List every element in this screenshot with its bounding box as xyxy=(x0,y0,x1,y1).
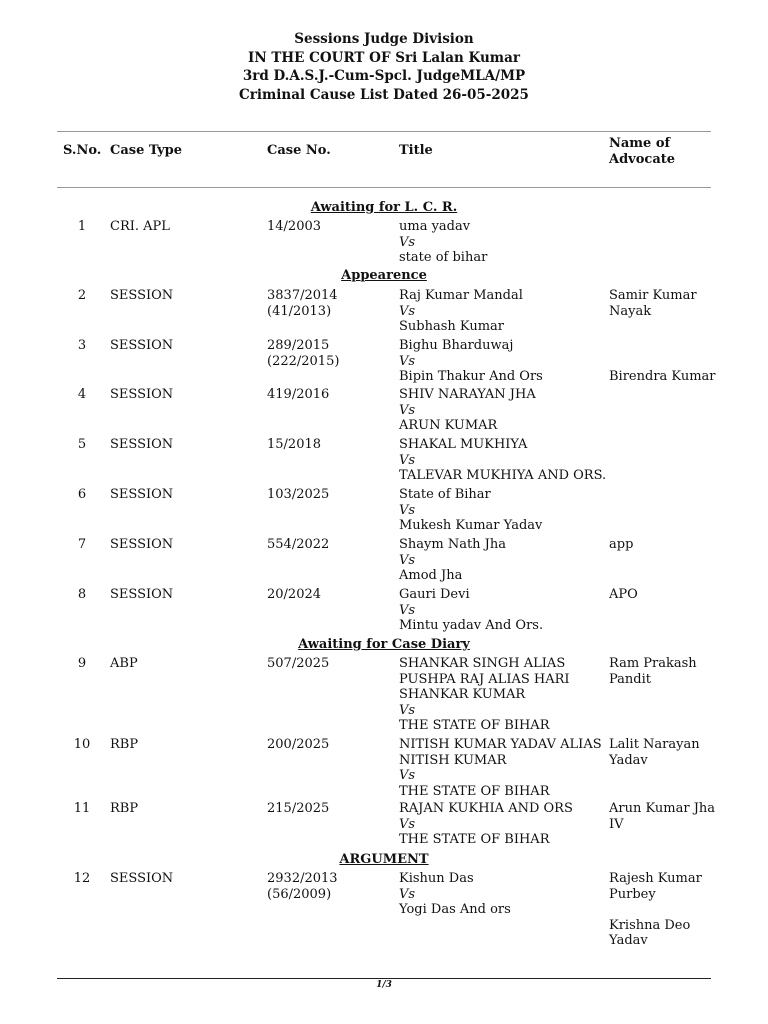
header-bottom-rule xyxy=(57,187,711,188)
case-title xyxy=(399,487,542,534)
case-type: SESSION xyxy=(110,437,174,452)
petitioner-name: uma yadav xyxy=(399,219,471,234)
advocate-name xyxy=(609,537,633,553)
case-number-line: 3837/2014 xyxy=(267,288,338,303)
petitioner-name: Shaym Nath Jha xyxy=(399,537,507,552)
advocate-name-line xyxy=(609,338,716,354)
respondent-name: Mukesh Kumar Yadav xyxy=(399,518,543,533)
advocate-name-line: Arun Kumar Jha xyxy=(609,801,716,816)
case-number xyxy=(267,801,329,817)
case-type: SESSION xyxy=(110,587,174,602)
advocate-name-line xyxy=(609,354,716,370)
document-header xyxy=(0,30,768,104)
petitioner-name: NITISH KUMAR YADAV ALIAS xyxy=(399,737,602,752)
respondent-name: TALEVAR MUKHIYA AND ORS. xyxy=(399,468,607,483)
petitioner-name: RAJAN KUKHIA AND ORS xyxy=(399,801,573,816)
col-header-title: Title xyxy=(399,143,433,158)
case-type: SESSION xyxy=(110,537,174,552)
case-number xyxy=(267,487,329,503)
case-number xyxy=(267,338,339,369)
case-number xyxy=(267,437,321,453)
serial-number: 7 xyxy=(77,537,87,552)
versus-label: Vs xyxy=(399,234,416,250)
case-number-line: 419/2016 xyxy=(267,387,330,402)
court-name: IN THE COURT OF Sri Lalan Kumar xyxy=(248,49,520,66)
respondent-name: Mintu yadav And Ors. xyxy=(399,618,544,633)
versus-label: Vs xyxy=(399,602,416,618)
serial-number: 8 xyxy=(77,587,87,602)
advocate-name xyxy=(609,801,715,832)
respondent-name: state of bihar xyxy=(399,250,488,265)
advocate-name xyxy=(609,288,697,319)
advocate-name xyxy=(609,338,716,385)
versus-label: Vs xyxy=(399,702,416,718)
respondent-name: THE STATE OF BIHAR xyxy=(399,832,550,847)
petitioner-name: PUSHPA RAJ ALIAS HARI xyxy=(399,671,570,687)
serial-number: 3 xyxy=(77,338,87,353)
versus-label: Vs xyxy=(399,552,416,568)
case-number-line: 2932/2013 xyxy=(267,871,338,886)
advocate-name-line xyxy=(609,902,702,918)
case-type: SESSION xyxy=(110,288,174,303)
page-number: 1/3 xyxy=(376,980,392,990)
case-type: CRI. APL xyxy=(110,219,170,234)
advocate-name-line: Rajesh Kumar xyxy=(609,871,702,886)
case-type: RBP xyxy=(110,801,139,816)
case-number-line: 507/2025 xyxy=(267,656,330,671)
respondent-name: Subhash Kumar xyxy=(399,319,504,334)
case-number xyxy=(267,656,329,672)
section-heading: Awaiting for Case Diary xyxy=(298,637,470,652)
case-number xyxy=(267,219,321,235)
serial-number: 10 xyxy=(73,737,91,752)
petitioner-name: SHANKAR SINGH ALIAS xyxy=(399,656,566,671)
advocate-name-line: IV xyxy=(609,816,624,832)
petitioner-name: Kishun Das xyxy=(399,871,474,886)
header-top-rule xyxy=(57,131,711,132)
case-title xyxy=(399,437,606,484)
versus-label: Vs xyxy=(399,502,416,518)
case-number-line: (56/2009) xyxy=(267,886,332,902)
advocate-name-line: Yadav xyxy=(609,752,648,768)
case-type: RBP xyxy=(110,737,139,752)
advocate-name-line: Lalit Narayan xyxy=(609,737,700,752)
versus-label: Vs xyxy=(399,353,416,369)
case-title xyxy=(399,288,523,335)
serial-number: 9 xyxy=(77,656,87,671)
case-number-line: 14/2003 xyxy=(267,219,322,234)
case-number xyxy=(267,587,321,603)
advocate-name-line: Yadav xyxy=(609,933,648,948)
advocate-name-line: Birendra Kumar xyxy=(609,369,716,384)
case-number-line: 200/2025 xyxy=(267,737,330,752)
case-title xyxy=(399,871,511,918)
case-number-line: 554/2022 xyxy=(267,537,330,552)
case-title xyxy=(399,338,543,385)
case-title xyxy=(399,801,573,848)
case-number-line: 215/2025 xyxy=(267,801,330,816)
cause-list-date: Criminal Cause List Dated 26-05-2025 xyxy=(239,86,529,103)
division-title: Sessions Judge Division xyxy=(294,31,474,47)
case-title xyxy=(399,587,543,634)
case-number-line: 15/2018 xyxy=(267,437,322,452)
case-number xyxy=(267,871,338,902)
case-type: SESSION xyxy=(110,387,174,402)
serial-number: 6 xyxy=(77,487,87,502)
serial-number: 12 xyxy=(73,871,91,886)
advocate-name xyxy=(609,587,638,603)
case-number xyxy=(267,737,329,753)
respondent-name: Bipin Thakur And Ors xyxy=(399,369,543,384)
col-header-advocate-line1: Name of xyxy=(609,136,671,151)
respondent-name: THE STATE OF BIHAR xyxy=(399,783,550,799)
case-type: SESSION xyxy=(110,871,174,886)
case-number xyxy=(267,537,329,553)
respondent-name: Amod Jha xyxy=(399,568,463,583)
advocate-name-line: Ram Prakash xyxy=(609,656,697,671)
petitioner-name: Bighu Bharduwaj xyxy=(399,338,514,353)
case-title xyxy=(399,656,570,734)
advocate-name-line: APO xyxy=(609,587,638,602)
advocate-name-line: Samir Kumar xyxy=(609,288,697,303)
case-number xyxy=(267,288,338,319)
case-title xyxy=(399,537,506,584)
section-heading: Awaiting for L. C. R. xyxy=(310,200,458,215)
serial-number: 11 xyxy=(73,801,91,816)
advocate-name-line: Nayak xyxy=(609,303,652,319)
col-header-case-no: Case No. xyxy=(267,143,331,158)
case-number-line: (222/2015) xyxy=(267,353,340,369)
case-number xyxy=(267,387,329,403)
respondent-name: Yogi Das And ors xyxy=(399,902,511,917)
case-type: SESSION xyxy=(110,487,174,502)
case-title xyxy=(399,737,602,799)
petitioner-name: SHANKAR KUMAR xyxy=(399,687,526,702)
versus-label: Vs xyxy=(399,402,416,418)
col-header-case-type: Case Type xyxy=(110,143,183,158)
petitioner-name: Raj Kumar Mandal xyxy=(399,288,523,303)
versus-label: Vs xyxy=(399,452,416,468)
case-number-line: 20/2024 xyxy=(267,587,322,602)
advocate-name-line: Purbey xyxy=(609,886,656,902)
case-number-line: 289/2015 xyxy=(267,338,330,353)
case-type: ABP xyxy=(110,656,138,671)
petitioner-name: NITISH KUMAR xyxy=(399,752,507,768)
respondent-name: ARUN KUMAR xyxy=(399,418,498,433)
advocate-name-line: app xyxy=(609,537,634,552)
petitioner-name: Gauri Devi xyxy=(399,587,470,602)
advocate-name xyxy=(609,656,697,687)
respondent-name: THE STATE OF BIHAR xyxy=(399,718,550,733)
serial-number: 4 xyxy=(77,387,87,402)
col-header-advocate xyxy=(609,136,675,167)
advocate-name xyxy=(609,737,700,768)
serial-number: 5 xyxy=(77,437,87,452)
section-heading: Appearence xyxy=(341,268,427,283)
advocate-name xyxy=(609,871,702,949)
petitioner-name: State of Bihar xyxy=(399,487,491,502)
case-number-line: 103/2025 xyxy=(267,487,330,502)
section-heading: ARGUMENT xyxy=(339,852,429,867)
advocate-name-line: Krishna Deo xyxy=(609,917,691,933)
serial-number: 1 xyxy=(77,219,87,234)
advocate-name-line: Pandit xyxy=(609,671,651,687)
versus-label: Vs xyxy=(399,768,416,783)
footer-rule xyxy=(57,978,711,979)
case-number-line: (41/2013) xyxy=(267,303,332,319)
col-header-advocate-line2: Advocate xyxy=(609,151,676,167)
versus-label: Vs xyxy=(399,816,416,832)
versus-label: Vs xyxy=(399,886,416,902)
petitioner-name: SHAKAL MUKHIYA xyxy=(399,437,528,452)
case-type: SESSION xyxy=(110,338,174,353)
judge-designation: 3rd D.A.S.J.-Cum-Spcl. JudgeMLA/MP xyxy=(242,68,526,84)
case-title xyxy=(399,387,536,434)
serial-number: 2 xyxy=(77,288,87,303)
col-header-sno: S.No. xyxy=(63,143,102,158)
petitioner-name: SHIV NARAYAN JHA xyxy=(399,387,536,402)
case-title xyxy=(399,219,487,266)
versus-label: Vs xyxy=(399,303,416,319)
